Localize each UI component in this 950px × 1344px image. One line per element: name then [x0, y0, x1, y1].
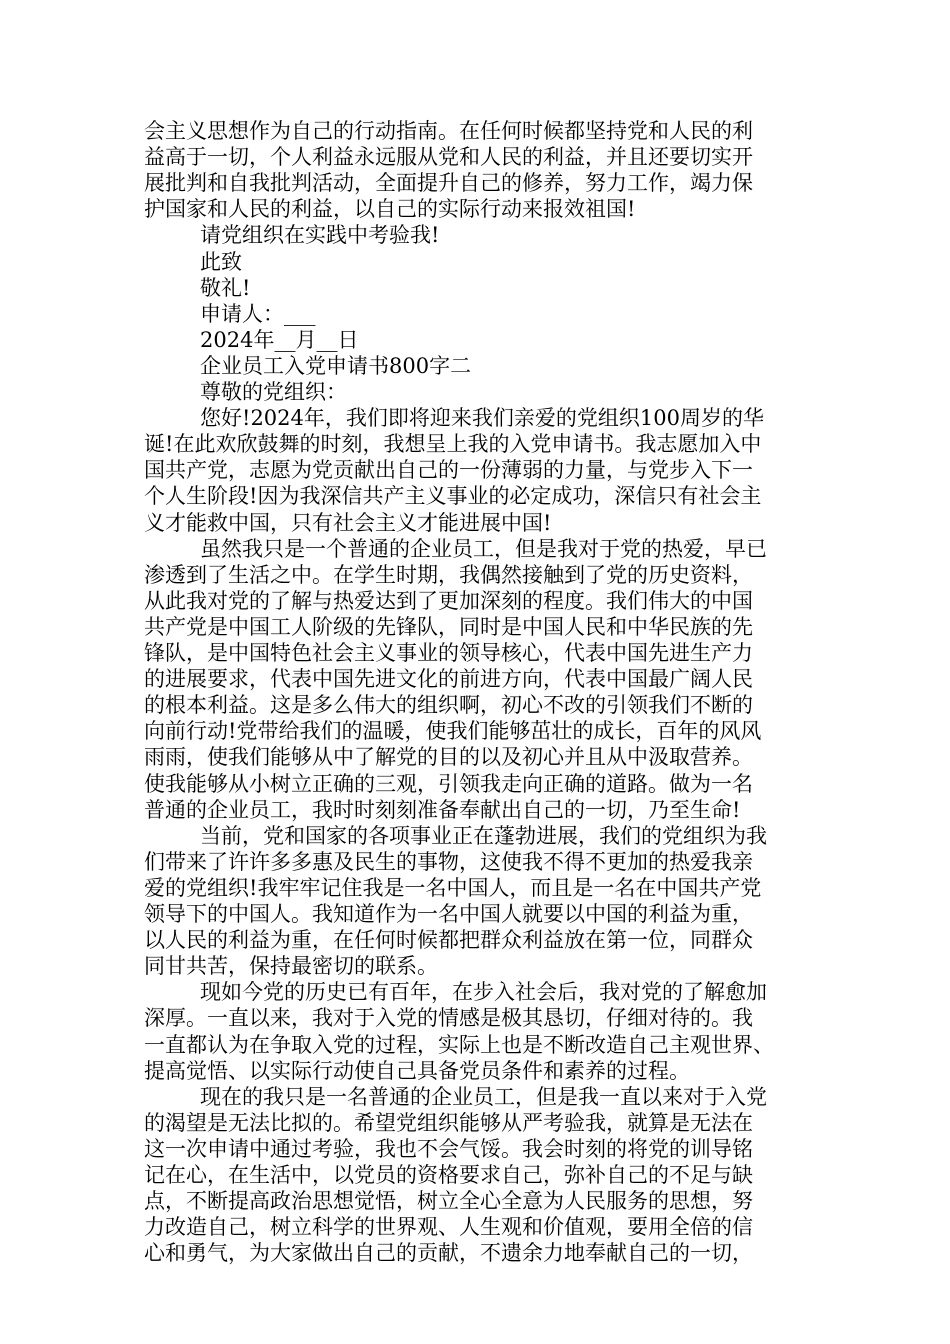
text-line: 深厚。一直以来，我对于入党的情感是极其恳切，仔细对待的。我	[144, 1006, 753, 1031]
text-line: 锋队，是中国特色社会主义事业的领导核心，代表中国先进生产力	[144, 641, 753, 665]
text-line: 2024年__月__日	[200, 327, 359, 352]
text-line: 力改造自己，树立科学的世界观、人生观和价值观，要用全倍的信	[144, 1215, 753, 1240]
text-line: 申请人：___	[200, 301, 316, 326]
text-line: 点，不断提高政治思想觉悟，树立全心全意为人民服务的思想，努	[144, 1189, 753, 1214]
text-line: 提高觉悟、以实际行动使自己具备党员条件和素养的过程。	[144, 1058, 690, 1083]
text-line: 普通的企业员工，我时时刻刻准备奉献出自己的一切，乃至生命!	[144, 797, 741, 822]
text-line: 义才能救中国，只有社会主义才能进展中国!	[144, 510, 552, 535]
text-line: 展批判和自我批判活动，全面提升自己的修养，努力工作，竭力保	[144, 171, 753, 196]
text-line: 心和勇气，为大家做出自己的贡献，不遗余力地奉献自己的一切，	[144, 1241, 753, 1266]
text-line: 企业员工入党申请书800字二	[200, 353, 472, 378]
text-line: 您好!2024年，我们即将迎来我们亲爱的党组织100周岁的华	[200, 406, 764, 431]
text-line: 现如今党的历史已有百年，在步入社会后，我对党的了解愈加	[200, 980, 767, 1005]
text-line: 以人民的利益为重，在任何时候都把群众利益放在第一位，同群众	[144, 928, 753, 953]
text-line: 此致	[200, 249, 242, 274]
text-line: 敬礼!	[200, 275, 251, 300]
text-line: 这一次申请中通过考验，我也不会气馁。我会时刻的将党的训导铭	[144, 1136, 753, 1161]
text-line: 一直都认为在争取入党的过程，实际上也是不断改造自己主观世界、	[144, 1032, 774, 1057]
text-line: 领导下的中国人。我知道作为一名中国人就要以中国的利益为重，	[144, 902, 753, 926]
text-line: 现在的我只是一名普通的企业员工，但是我一直以来对于入党	[200, 1084, 767, 1109]
text-line: 请党组织在实践中考验我!	[200, 223, 440, 248]
text-line: 从此我对党的了解与热爱达到了更加深刻的程度。我们伟大的中国	[144, 588, 753, 613]
text-line: 国共产党，志愿为党贡献出自己的一份薄弱的力量，与党步入下一	[144, 458, 753, 483]
text-line: 诞!在此欢欣鼓舞的时刻，我想呈上我的入党申请书。我志愿加入中	[144, 432, 762, 457]
text-line: 使我能够从小树立正确的三观，引领我走向正确的道路。做为一名	[144, 771, 753, 796]
text-line: 的进展要求，代表中国先进文化的前进方向，代表中国最广阔人民	[144, 667, 753, 692]
text-line: 的渴望是无法比拟的。希望党组织能够从严考验我，就算是无法在	[144, 1110, 753, 1135]
text-line: 渗透到了生活之中。在学生时期，我偶然接触到了党的历史资料，	[144, 562, 753, 587]
text-line: 益高于一切，个人利益永远服从党和人民的利益，并且还要切实开	[144, 145, 753, 170]
text-line: 当前，党和国家的各项事业正在蓬勃进展，我们的党组织为我	[200, 823, 767, 848]
text-line: 个人生阶段!因为我深信共产主义事业的必定成功，深信只有社会主	[144, 484, 762, 509]
text-line: 尊敬的党组织：	[200, 380, 347, 404]
text-line: 爱的党组织!我牢牢记住我是一名中国人，而且是一名在中国共产党	[144, 875, 762, 900]
text-line: 护国家和人民的利益，以自己的实际行动来报效祖国!	[144, 197, 636, 222]
text-line: 虽然我只是一个普通的企业员工，但是我对于党的热爱，早已	[200, 536, 767, 561]
text-line: 们带来了许许多多惠及民生的事物，这使我不得不更加的热爱我亲	[144, 849, 753, 874]
text-line: 会主义思想作为自己的行动指南。在任何时候都坚持党和人民的利	[144, 119, 753, 143]
text-line: 记在心，在生活中，以党员的资格要求自己，弥补自己的不足与缺	[144, 1163, 753, 1187]
text-line: 的根本利益。这是多么伟大的组织啊，初心不改的引领我们不断的	[144, 693, 753, 718]
text-line: 共产党是中国工人阶级的先锋队，同时是中国人民和中华民族的先	[144, 614, 753, 639]
text-line: 同甘共苦，保持最密切的联系。	[144, 954, 438, 979]
text-line: 雨雨，使我们能够从中了解党的目的以及初心并且从中汲取营养。	[144, 745, 753, 770]
text-line: 向前行动!党带给我们的温暖，使我们能够茁壮的成长，百年的风风	[144, 719, 762, 744]
